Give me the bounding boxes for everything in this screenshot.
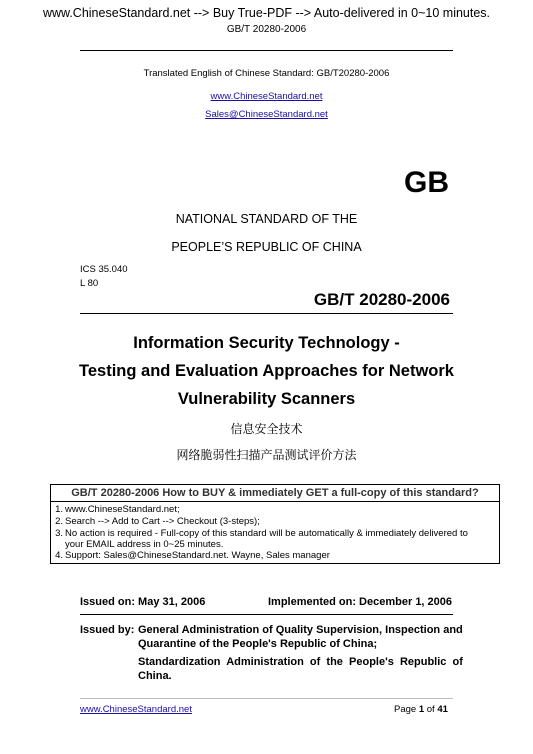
national-standard-line1: NATIONAL STANDARD OF THE xyxy=(175,212,358,226)
email-link[interactable]: Sales@ChineseStandard.net xyxy=(205,109,328,120)
buy-step-text: your EMAIL address in 0~25 minutes. xyxy=(65,539,224,550)
header-doc-code: GB/T 20280-2006 xyxy=(226,24,307,35)
buy-step-text: No action is required - Full-copy of this standard will be automatically & immediately delivered to xyxy=(65,528,468,539)
issued-on: Issued on: May 31, 2006 xyxy=(80,596,206,608)
page-separator: of xyxy=(426,704,435,715)
buy-step-text[interactable]: Support: Sales@ChineseStandard.net. Wayne, Sales manager xyxy=(65,550,330,561)
buy-instructions-box xyxy=(50,484,500,564)
buy-step-number: 2. xyxy=(55,516,63,527)
top-banner: www.ChineseStandard.net --> Buy True-PDF --> Auto-delivered in 0~10 minutes. xyxy=(42,6,491,20)
intro-website-wrap xyxy=(0,86,533,104)
footer-website-link[interactable]: www.ChineseStandard.net xyxy=(80,704,192,715)
page-total: 41 xyxy=(437,704,448,715)
page-indicator xyxy=(394,704,448,715)
footer-rule xyxy=(80,698,453,699)
issued-by-org2-line2: China. xyxy=(138,670,172,682)
page-prefix: Page xyxy=(394,704,417,715)
buy-step-text[interactable]: www.ChineseStandard.net; xyxy=(65,504,180,515)
intro-email-wrap xyxy=(0,104,533,122)
title-line1: Information Security Technology - xyxy=(133,334,400,352)
l-code: L 80 xyxy=(80,278,99,289)
page-number: 1 xyxy=(418,704,425,715)
ics-code: ICS 35.040 xyxy=(80,264,128,275)
buy-box-header: GB/T 20280-2006 How to BUY & immediately GET a full-copy of this standard? xyxy=(51,485,499,502)
chinese-title1: 信息安全技术 xyxy=(230,422,303,436)
standard-number: GB/T 20280-2006 xyxy=(313,290,450,309)
issued-by-org1-line1: General Administration of Quality Supervision, Inspection and xyxy=(138,624,463,636)
issue-dates-rule xyxy=(80,614,453,615)
buy-step-number: 4. xyxy=(55,550,63,561)
issued-by-org1-line2: Quarantine of the People's Republic of China; xyxy=(138,638,378,650)
translated-note: Translated English of Chinese Standard: GB/T20280-2006 xyxy=(143,68,390,79)
gb-mark: GB xyxy=(404,166,449,199)
title-line2: Testing and Evaluation Approaches for Network xyxy=(79,362,454,380)
issued-by-org2-line1: Standardization Administration of the People's Republic of xyxy=(138,656,463,668)
buy-step-text: Search --> Add to Cart --> Checkout (3-steps); xyxy=(65,516,260,527)
buy-step-number: 1. xyxy=(55,504,63,515)
national-standard-line2: PEOPLE’S REPUBLIC OF CHINA xyxy=(171,240,362,254)
website-link[interactable]: www.ChineseStandard.net xyxy=(210,91,323,102)
title-line3: Vulnerability Scanners xyxy=(177,390,356,408)
header-rule xyxy=(80,50,453,51)
standard-number-rule xyxy=(80,313,453,314)
chinese-title2: 网络脆弱性扫描产品测试评价方法 xyxy=(176,448,357,462)
implemented-on: Implemented on: December 1, 2006 xyxy=(268,596,453,608)
buy-step-number: 3. xyxy=(55,528,63,539)
issued-by-label: Issued by: xyxy=(80,624,135,636)
